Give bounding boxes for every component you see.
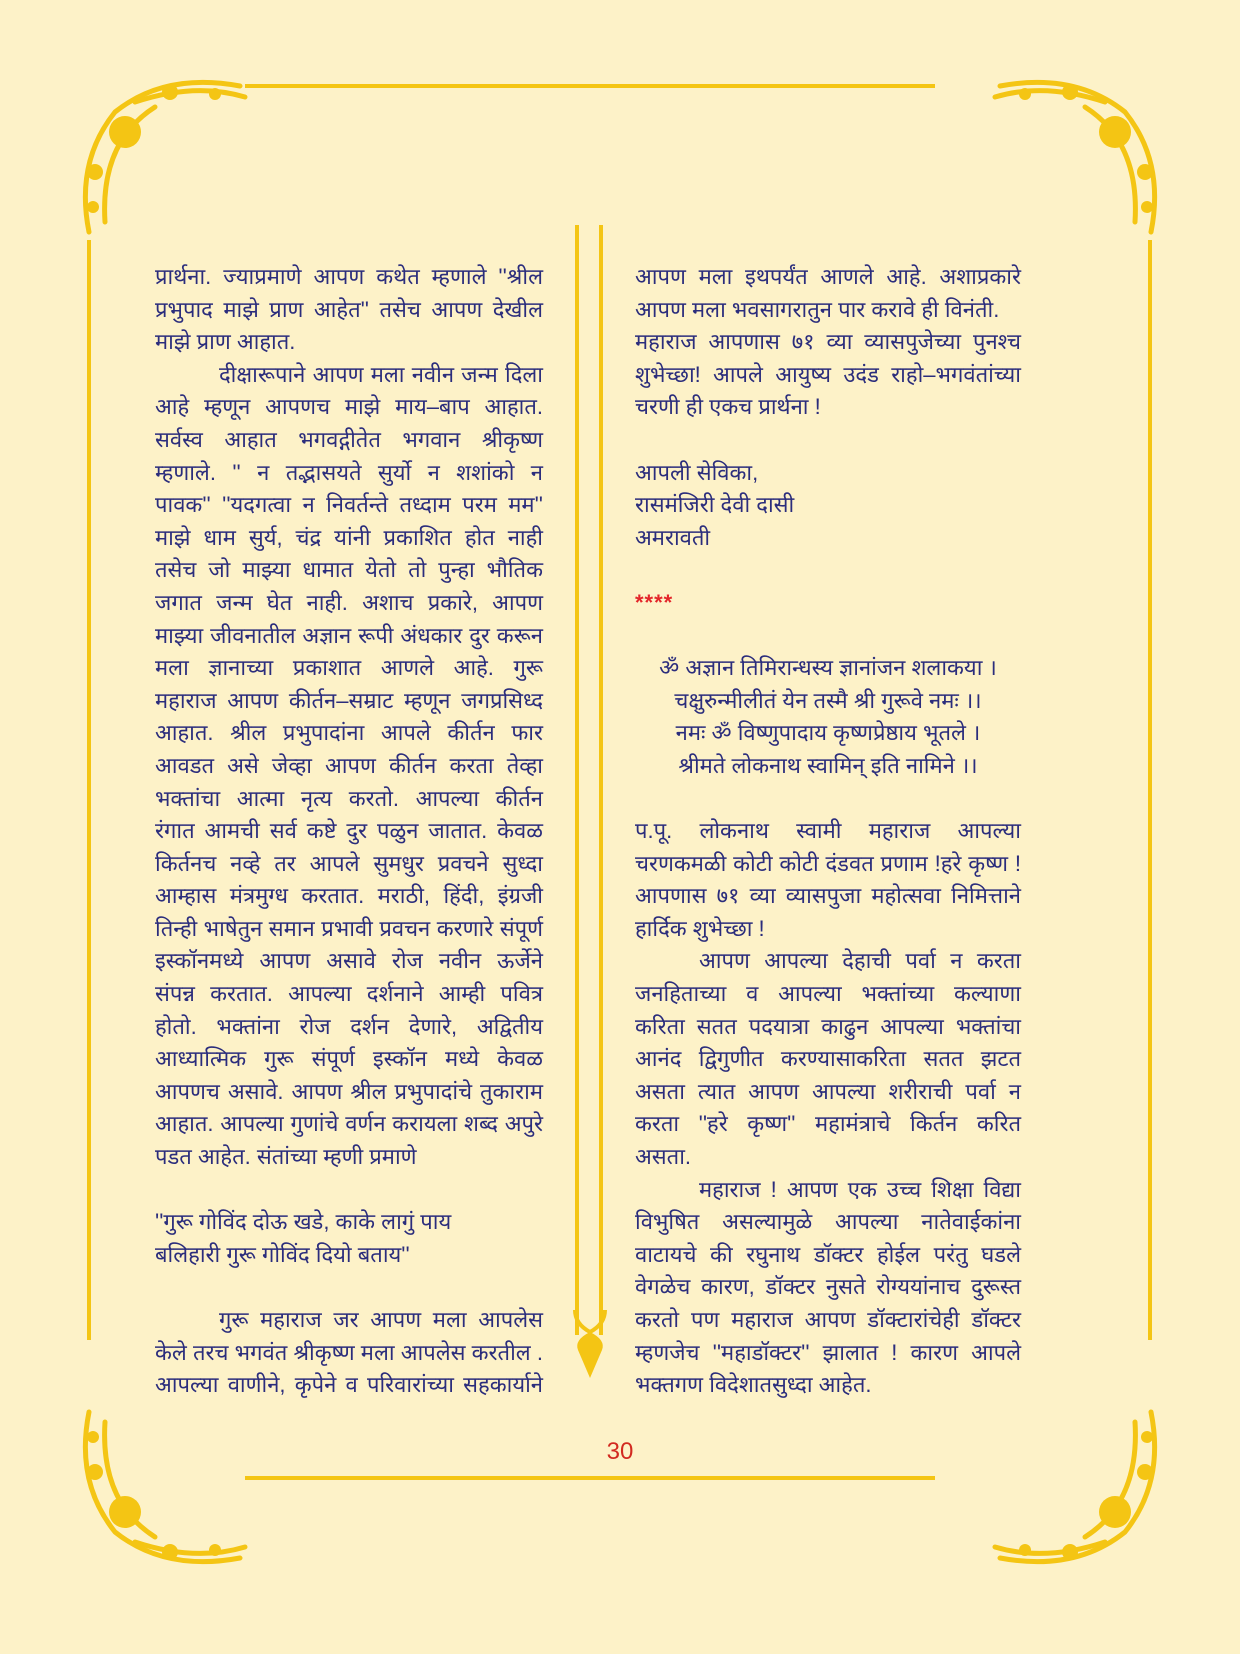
blank-line [635,424,1021,457]
text-line: आध्यात्मिक गुरू संपूर्ण इस्कॉन मध्ये केवळ [155,1046,543,1072]
text-line: असता. [635,1144,692,1170]
text-line: गुरू महाराज जर आपण मला आपलेस [219,1307,543,1332]
bottom-border [245,1476,935,1480]
text-line: ॐ अज्ञान तिमिरान्धस्य ज्ञानांजन शलाकया । [659,655,997,681]
blank-line [635,554,1021,587]
divider-drop-ornament [570,1310,610,1380]
text-line: जनहिताच्या व आपल्या भक्तांच्या कल्याणा [635,981,1021,1007]
text-line: आपण मला इथपर्यंत आणले आहे. अशाप्रकारे [635,264,1021,289]
text-line: संपन्न करतात. आपल्या दर्शनाने आम्ही पवित्र [155,981,543,1007]
text-line: महाराज ! आपण एक उच्च शिक्षा विद्या [699,1176,1021,1202]
column-divider-left [575,225,579,1335]
text-line: तिन्ही भाषेतुन समान प्रभावी प्रवचन करणारे संपूर्ण [155,915,543,941]
text-line: सर्वस्व आहात भगवद्गीतेत भगवान श्रीकृष्ण [155,426,543,452]
text-line: तसेच जो माझ्या धामात येतो तो पुन्हा भौतिक [155,557,543,583]
text-line: भक्तांचा आत्मा नृत्य करतो. आपल्या कीर्तन [155,785,543,811]
text-line: आपण मला भवसागरातुन पार करावे ही विनंती. [635,296,1000,322]
top-border [245,84,935,88]
text-line: करिता सतत पदयात्रा काढुन आपल्या भक्तांचा [635,1013,1021,1039]
text-line: आहात. श्रील प्रभुपादांना आपले कीर्तन फार [155,720,543,746]
page-number: 30 [606,1438,634,1465]
text-line: ''गुरू गोविंद दोऊ खडे, काके लागुं पाय [155,1209,452,1235]
text-line: माझे प्राण आहात. [155,329,296,355]
text-line: माझे धाम सुर्य, चंद्र यांनी प्रकाशित होत नाही [155,524,543,550]
text-line: आपल्या वाणीने, कृपेने व परिवारांच्या सहकार्याने [155,1372,543,1398]
text-line: हार्दिक शुभेच्छा ! [635,915,765,941]
text-line: आहे म्हणून आपणच माझे माय–बाप आहात. [155,394,543,420]
right-text-column [635,261,1021,1402]
text-line: आपली सेविका, [635,459,759,485]
text-line: आपणास ७१ व्या व्यासपुजा महोत्सवा निमित्ताने [635,883,1021,909]
text-line: करतो पण महाराज आपण डॉक्टारांचेही डॉक्टर [635,1307,1021,1332]
text-line: प्रभुपाद माझे प्राण आहेत'' तसेच आपण देखील [155,296,543,322]
text-line: पावक'' ''यदगत्वा न निवर्तन्ते तध्दाम परम मम'' [155,492,543,518]
corner-ornament-bottom-left [75,1392,255,1572]
text-line: शुभेच्छा! आपले आयुष्य उदंड राहो–भगवंतांच्या [635,361,1021,387]
left-border [87,240,91,1340]
text-line: बलिहारी गुरू गोविंद दियो बताय'' [155,1241,410,1267]
text-line: अमरावती [635,524,711,550]
text-line: रासमंजिरी देवी दासी [635,492,795,518]
corner-ornament-top-left [75,72,255,252]
blank-line [635,620,1021,653]
text-line: चरणी ही एकच प्रार्थना ! [635,394,821,420]
text-line: केले तरच भगवंत श्रीकृष्ण मला आपलेस करतील . [155,1339,543,1365]
text-line: श्रीमते लोकनाथ स्वामिन् इति नामिने ।। [678,752,978,778]
text-line: महाराज आपणास ७१ व्या व्यासपुजेच्या पुनश्च [635,329,1021,355]
text-line: महाराज आपण कीर्तन–सम्राट म्हणून जगप्रसिध्द [155,687,543,713]
text-line: रंगात आमची सर्व कष्टे दुर पळुन जातात. केवळ [155,818,543,844]
text-line: वाटायचे की रघुनाथ डॉक्टर होईल परंतु घडले [635,1241,1021,1267]
text-line: आहात. आपल्या गुणांचे वर्णन करायला शब्द अपुरे [155,1111,543,1137]
section-separator-stars: **** [635,589,674,615]
blank-line [155,1174,543,1207]
blank-line [635,783,1021,816]
text-line: प्रार्थना. ज्याप्रमाणे आपण कथेत म्हणाले ''श्रील [155,264,543,289]
corner-ornament-bottom-right [985,1392,1165,1572]
text-line: इस्कॉनमध्ये आपण असावे रोज नवीन ऊर्जेने [155,948,543,974]
text-line: भक्तगण विदेशातसुध्दा आहेत. [635,1372,872,1398]
text-line: किर्तनच नव्हे तर आपले सुमधुर प्रवचने सुध्दा [155,850,543,876]
text-line: आपणच असावे. आपण श्रील प्रभुपादांचे तुकाराम [155,1078,543,1104]
text-line: करता ''हरे कृष्ण'' महामंत्राचे किर्तन करित [635,1111,1021,1137]
blank-line [155,1271,543,1304]
text-line: म्हणाले. '' न तद्भासयते सुर्यो न शशांको न [155,459,543,485]
text-line: विभुषित असल्यामुळे आपल्या नातेवाईकांना [635,1209,1021,1235]
left-text-column [155,261,543,1402]
text-line: आम्हास मंत्रमुग्ध करतात. मराठी, हिंदी, इंग्रजी [155,883,543,909]
text-line: जगात जन्म घेत नाही. अशाच प्रकारे, आपण [155,589,543,615]
corner-ornament-top-right [985,72,1165,252]
text-line: मला ज्ञानाच्या प्रकाशात आणले आहे. गुरू [155,655,543,681]
right-border [1148,240,1152,1340]
text-line: वेगळेच कारण, डॉक्टर नुसते रोग्ययांनाच दुरूस्त [635,1274,1021,1300]
text-line: चरणकमळी कोटी कोटी दंडवत प्रणाम !हरे कृष्ण ! [635,850,1021,876]
text-line: माझ्या जीवनातील अज्ञान रूपी अंधकार दुर करून [155,622,543,648]
text-line: पडत आहेत. संतांच्या म्हणी प्रमाणे [155,1144,417,1170]
text-line: नमः ॐ विष्णुपादाय कृष्णप्रेष्ठाय भूतले । [675,720,981,746]
text-line: होतो. भक्तांना रोज दर्शन देणारे, अद्वितीय [155,1013,543,1039]
text-line: आपण आपल्या देहाची पर्वा न करता [699,948,1021,974]
text-line: म्हणजेच ''महाडॉक्टर'' झालात ! कारण आपले [635,1339,1021,1365]
text-line: दीक्षारूपाने आपण मला नवीन जन्म दिला [219,361,543,387]
text-line: आवडत असे जेव्हा आपण कीर्तन करता तेव्हा [155,752,543,778]
text-line: आनंद द्विगुणीत करण्यासाकरिता सतत झटत [635,1046,1021,1072]
text-line: चक्षुरुन्मीलीतं येन तस्मै श्री गुरूवे नमः ।। [674,687,982,713]
column-divider-right [599,225,603,1335]
text-line: प.पू. लोकनाथ स्वामी महाराज आपल्या [635,818,1021,844]
text-line: असता त्यात आपण आपल्या शरीराची पर्वा न [635,1078,1021,1104]
